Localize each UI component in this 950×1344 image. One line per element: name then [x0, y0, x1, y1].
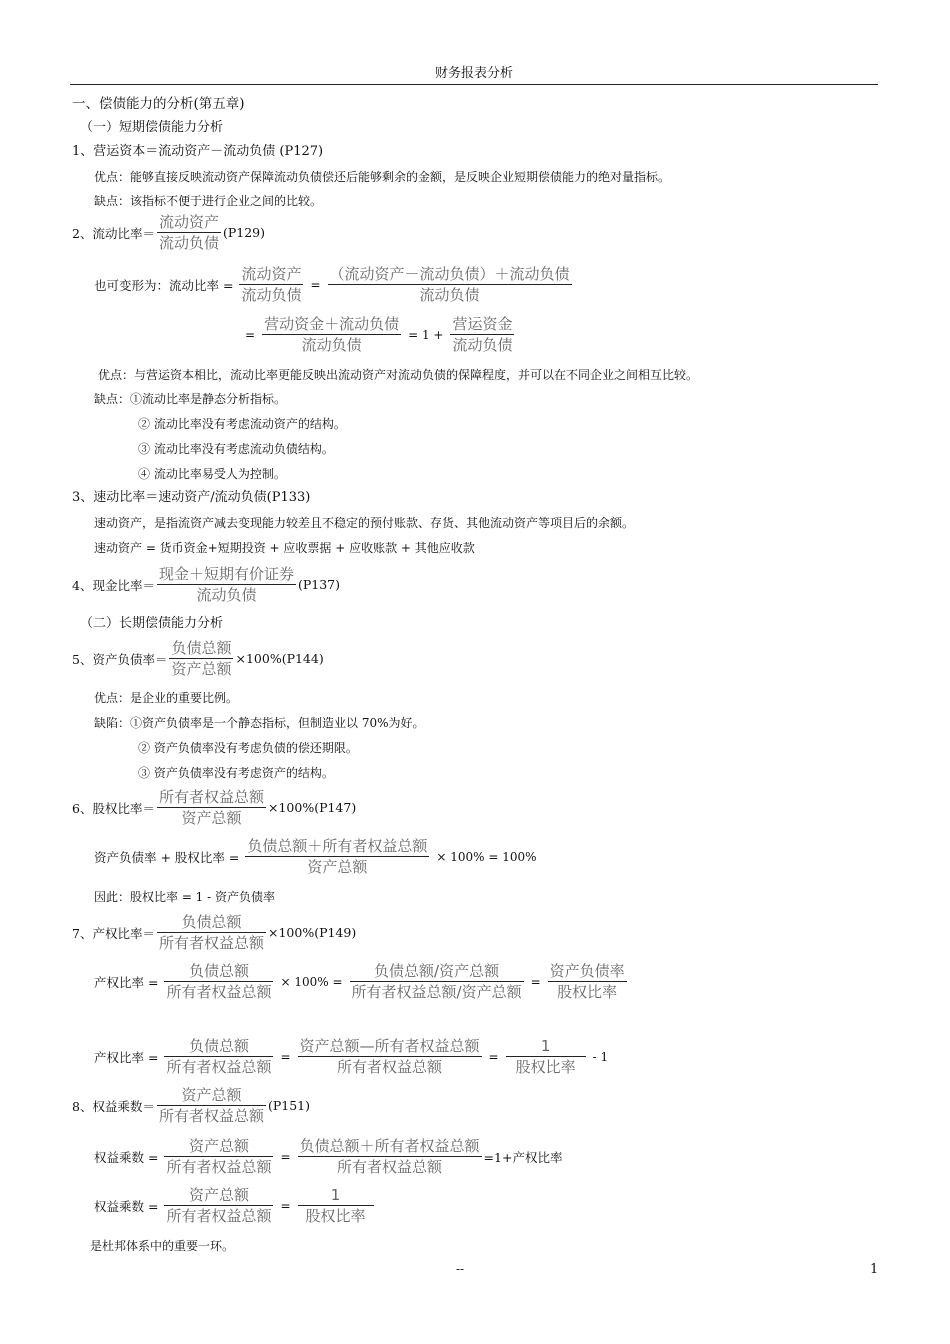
item5-formula	[72, 638, 324, 679]
fraction	[298, 1185, 374, 1226]
sum-label: 资产负债率 + 股权比率 =	[94, 849, 240, 865]
row-label: 产权比率 =	[94, 974, 159, 990]
item5-con-2: ② 资产负债率没有考虑负债的偿还期限。	[138, 741, 358, 755]
denominator: 股权比率	[515, 1058, 576, 1076]
numerator: 营运资金	[452, 315, 513, 333]
item6-label: 6、股权比率＝	[72, 800, 155, 816]
item5-pro: 优点：是企业的重要比例。	[94, 691, 239, 705]
numerator: 流动资产	[158, 213, 219, 231]
denominator: 流动负债	[452, 336, 513, 354]
denominator: 资产总额	[171, 660, 232, 678]
page-ref: (P137)	[297, 577, 341, 592]
denominator: 流动负债	[158, 234, 219, 252]
item4-label: 4、现金比率＝	[72, 577, 155, 593]
fraction	[157, 1085, 266, 1126]
fraction	[298, 1136, 482, 1177]
equals: =	[310, 277, 321, 292]
subsection-title: （二）长期偿债能力分析	[80, 616, 224, 631]
numerator: 流动资产	[241, 265, 302, 283]
page-ref: (P151)	[267, 1098, 311, 1113]
fraction	[164, 961, 273, 1002]
fraction	[328, 264, 572, 305]
denominator: 所有者权益总额	[158, 934, 264, 952]
fraction	[239, 264, 303, 305]
denominator: 流动负债	[241, 286, 302, 304]
equals: =	[488, 1049, 499, 1064]
numerator: 负债总额	[164, 961, 273, 982]
item4-formula	[72, 564, 340, 605]
equals: =	[280, 1198, 291, 1213]
sum-tail: × 100% = 100%	[436, 849, 537, 864]
fraction	[506, 1036, 586, 1077]
numerator: 负债总额＋所有者权益总额	[299, 1137, 480, 1155]
numerator: 负债总额＋所有者权益总额	[247, 837, 428, 855]
subsection-title: （一）短期偿债能力分析	[80, 120, 224, 135]
numerator: 资产总额	[164, 1136, 273, 1157]
operator: × 100% =	[280, 974, 343, 989]
numerator: 资产总额	[157, 1085, 266, 1106]
item2-formula	[72, 212, 265, 253]
item3-formula: 速动资产 = 货币资金+短期投资 + 应收票据 + 应收账款 + 其他应收款	[94, 541, 475, 555]
equals: =	[280, 1149, 291, 1164]
equals: =	[280, 1049, 291, 1064]
fraction	[157, 912, 266, 953]
fraction	[157, 787, 266, 828]
equals: =	[245, 327, 256, 342]
page-header: 财务报表分析	[70, 64, 878, 85]
transform-label: 也可变形为：流动比率 =	[94, 277, 234, 293]
denominator: 所有者权益总额	[166, 1207, 272, 1225]
row-label: 产权比率 =	[94, 1049, 159, 1065]
item2-transform-row2	[240, 314, 516, 355]
item5-label: 5、资产负债率＝	[72, 651, 168, 667]
numerator: 1	[506, 1036, 586, 1057]
fraction	[548, 961, 627, 1002]
denominator: 资产总额	[307, 858, 368, 876]
item3-definition: 速动资产，是指流资产减去变现能力较差且不稳定的预付账款、存货、其他流动资产等项目后的余额。	[94, 516, 635, 530]
numerator: 负债总额/资产总额	[350, 961, 524, 982]
item7-label: 7、产权比率＝	[72, 925, 155, 941]
item6-therefore: 因此：股权比率 = 1 - 资产负债率	[94, 890, 276, 904]
section-title: 一、偿债能力的分析(第五章)	[72, 96, 245, 112]
fraction	[245, 836, 429, 877]
denominator: 所有者权益总额	[166, 1158, 272, 1176]
item2-pro: 优点：与营运资本相比，流动比率更能反映出流动资产对流动负债的保障程度，并可以在不同企业之间相互比较。	[98, 368, 699, 382]
item8-row2	[94, 1185, 376, 1226]
item2-con-4: ④ 流动比率易受人为控制。	[138, 467, 286, 481]
denominator: 所有者权益总额	[337, 1158, 443, 1176]
row-label: 权益乘数 =	[94, 1149, 159, 1165]
fraction	[164, 1185, 273, 1226]
numerator: 资产总额—所有者权益总额	[299, 1037, 480, 1055]
denominator: 所有者权益总额/资产总额	[351, 983, 522, 1001]
item3-heading: 3、速动比率＝速动资产/流动负债(P133)	[72, 490, 311, 505]
item2-con-3: ③ 流动比率没有考虑流动负债结构。	[138, 442, 334, 456]
numerator: 负债总额	[157, 912, 266, 933]
numerator: 营动资金＋流动负债	[264, 315, 400, 333]
denominator: 流动负债	[196, 586, 257, 604]
fraction	[169, 638, 233, 679]
one-plus: = 1 +	[408, 327, 444, 342]
fraction	[262, 314, 401, 355]
numerator: 现金＋短期有价证券	[158, 565, 294, 583]
fraction	[157, 212, 221, 253]
item5-con-3: ③ 资产负债率没有考虑资产的结构。	[138, 766, 334, 780]
item8-label: 8、权益乘数＝	[72, 1098, 155, 1114]
item5-con-1: 缺陷：①资产负债率是一个静态指标，但制造业以 70%为好。	[94, 716, 425, 730]
denominator: 所有者权益总额	[166, 1058, 272, 1076]
fraction	[164, 1136, 273, 1177]
item7-formula	[72, 912, 356, 953]
numerator: 1	[298, 1185, 374, 1206]
equals: =	[530, 974, 541, 989]
item7-row1	[94, 961, 629, 1002]
item2-label: 2、流动比率＝	[72, 225, 155, 241]
item8-note: 是杜邦体系中的重要一环。	[90, 1239, 235, 1253]
denominator: 所有者权益总额	[337, 1058, 443, 1076]
row-label: 权益乘数 =	[94, 1198, 159, 1214]
numerator: 所有者权益总额	[158, 788, 264, 806]
item6-formula	[72, 787, 356, 828]
item2-transform-row	[94, 264, 574, 305]
item2-con-1: 缺点：①流动比率是静态分析指标。	[94, 392, 287, 406]
denominator: 流动负债	[301, 336, 362, 354]
denominator: 所有者权益总额	[158, 1107, 264, 1125]
item6-sum-row	[94, 836, 542, 877]
denominator: 所有者权益总额	[166, 983, 272, 1001]
item1-con: 缺点：该指标不便于进行企业之间的比较。	[94, 194, 323, 208]
footer-marker: --	[456, 1262, 465, 1276]
item8-formula	[72, 1085, 310, 1126]
denominator: 股权比率	[557, 983, 618, 1001]
item7-row2	[94, 1036, 613, 1077]
item8-row1	[94, 1136, 562, 1177]
fraction	[298, 1036, 482, 1077]
fraction	[157, 564, 296, 605]
fraction	[450, 314, 514, 355]
numerator: （流动资产－流动负债）＋流动负债	[329, 265, 570, 283]
numerator: 负债总额	[164, 1036, 273, 1057]
denominator: 股权比率	[305, 1207, 366, 1225]
item1-heading: 1、营运资本＝流动资产－流动负债 (P127)	[72, 144, 324, 159]
page-ref: ×100%(P144)	[235, 651, 324, 666]
fraction	[350, 961, 524, 1002]
numerator: 资产负债率	[549, 962, 625, 980]
row-tail: =1+产权比率	[483, 1149, 563, 1165]
page-ref: ×100%(P149)	[267, 925, 357, 940]
item1-pro: 优点：能够直接反映流动资产保障流动负债偿还后能够剩余的金额，是反映企业短期偿债能力的绝对量指标。	[94, 170, 671, 184]
minus-one: - 1	[592, 1049, 609, 1064]
denominator: 资产总额	[181, 809, 242, 827]
fraction	[164, 1036, 273, 1077]
denominator: 流动负债	[419, 286, 480, 304]
page-ref: (P129)	[222, 225, 266, 240]
page-ref: ×100%(P147)	[267, 800, 357, 815]
page-number: 1	[870, 1262, 879, 1277]
numerator: 负债总额	[171, 639, 232, 657]
item2-con-2: ② 流动比率没有考虑流动资产的结构。	[138, 417, 346, 431]
numerator: 资产总额	[164, 1185, 273, 1206]
